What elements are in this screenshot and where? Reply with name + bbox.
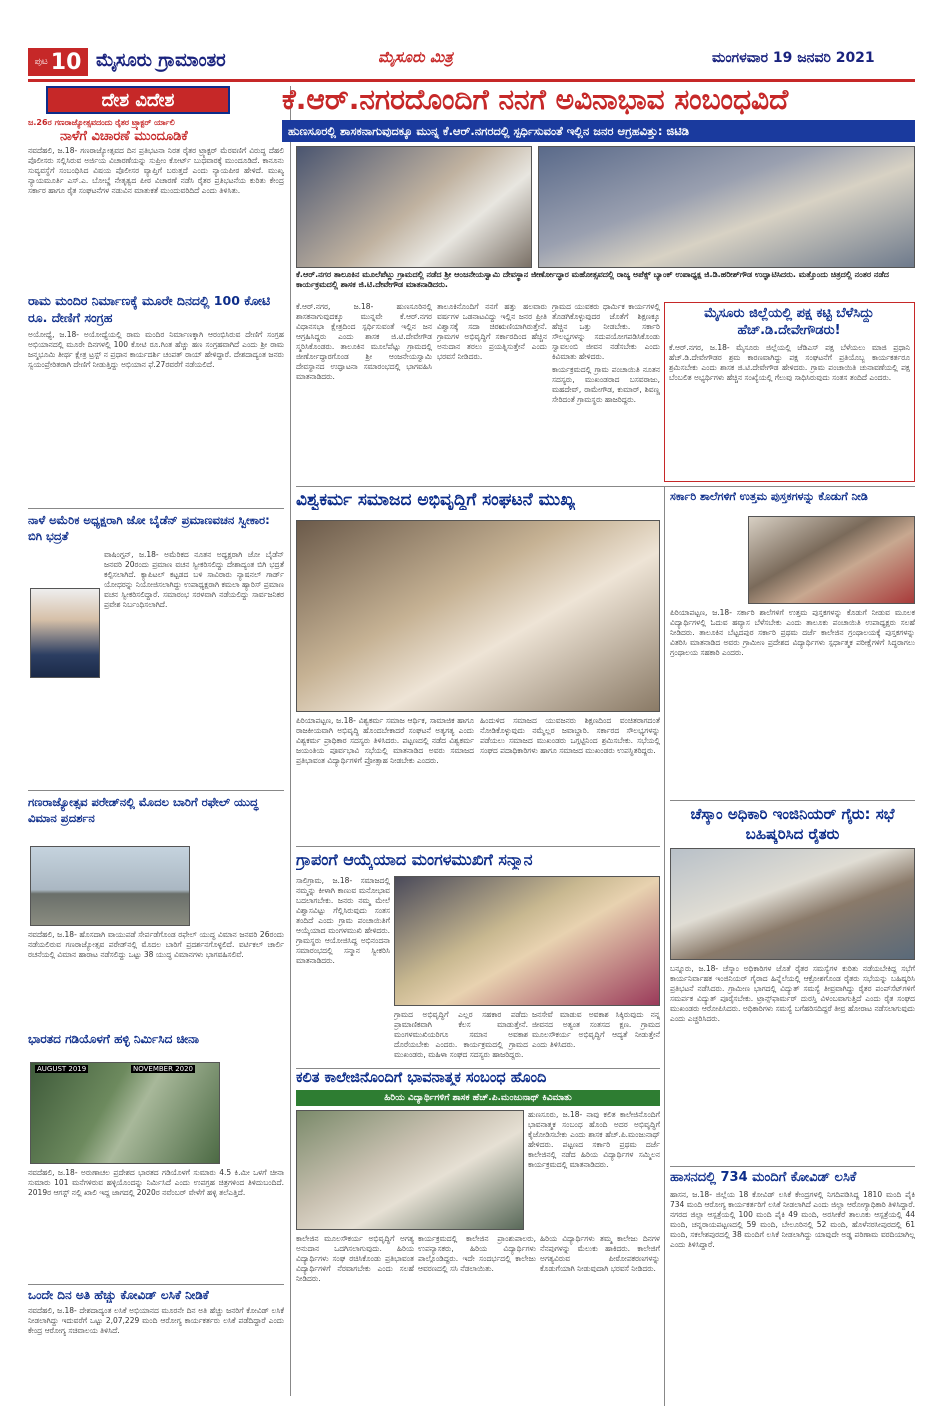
column-divider — [290, 86, 291, 1396]
lead-col-1-text: ಕೆ.ಆರ್.ನಗರ, ಜ.18- ಹುಣಸೂರಿನಲ್ಲಿ ಶಾಸಕನಾಗುವುದಕ್ಕೂ ಮುನ್ನವೇ ಕೆ.ಆರ್.ನಗರ ವಿಧಾನಸಭಾ ಕ್ಷೇತ್ರದಿಂದ ಸ್ಪರ್ಧಿಸುವಂತೆ ಇಲ್ಲಿನ ಜನ ಆಗ್ರಹಿಸಿದ್ದರು ಎಂದು ಶಾಸಕ ಜಿ.ಟಿ.ದೇವೇಗೌಡ ಸ್ಮರಿಸಿಕೊಂಡರು. ತಾಲೂಕಿನ ಮೂಲೆಪೆಟ್ಲು ಗ್ರಾಮದಲ್ಲಿ ಜೀರ್ಣೋದ್ಧಾರಗೊಂಡ ಶ್ರೀ ಆಂಜನೇಯಸ್ವಾಮಿ ದೇವಸ್ಥಾನದ ಉದ್ಘಾಟನಾ ಸಮಾರಂಭದಲ್ಲಿ ಭಾಗವಹಿಸಿ ಮಾತನಾಡಿದರು. — [296, 302, 432, 381]
lead-col-3 — [552, 302, 660, 482]
lead-photo-speech — [538, 146, 915, 268]
chescom-headline: ಚೆಸ್ಕಾಂ ಅಧಿಕಾರಿ ಇಂಜಿನಿಯರ್ ಗೈರು: ಸಭೆ ಬಹಿಷ್ಕರಿಸಿದ ರೈತರು — [690, 805, 895, 843]
books-headline: ಸರ್ಕಾರಿ ಶಾಲೆಗಳಿಗೆ ಉತ್ತಮ ಪುಸ್ತಕಗಳನ್ನು ಕೊಡುಗೆ ನೀಡಿ — [670, 490, 868, 503]
devegowda-box — [664, 302, 915, 482]
college-col-1 — [528, 1110, 660, 1230]
dateline: ಮಂಗಳವಾರ 19 ಜನವರಿ 2021 — [712, 50, 875, 66]
college-col-3-text: ಕಾರ್ಯಕ್ರಮದಲ್ಲಿ ಕಾಲೇಜಿನ ಪ್ರಾಂಶುಪಾಲರು, ಉಪನ್ಯಾಸಕರು, ಹಿರಿಯ ವಿದ್ಯಾರ್ಥಿಗಳು ಪಾಲ್ಗೊಂಡಿದ್ದರು. ಇದೇ ಸಂದರ್ಭದಲ್ಲಿ ಕಾಲೇಜು ಆವರಣದಲ್ಲಿ ಸಸಿ ನೆಡಲಾಯಿತು. — [418, 1234, 536, 1273]
panchayat-col-3-text: ಜನಸೇವೆ ಮಾಡುವ ಅವಕಾಶ ಸಿಕ್ಕಿರುವುದು ನನ್ನ ಜೀವನದ ಅತ್ಯಂತ ಸಂತಸದ ಕ್ಷಣ. ಗ್ರಾಮದ ಮೂಲಸೌಕರ್ಯ ಅಭಿವೃದ್ಧಿಗೆ ಆದ್ಯತೆ ನೀಡುತ್ತೇನೆ ಎಂದು ತಿಳಿಸಿದರು. — [532, 1010, 660, 1049]
article-ram-mandir-body: ಅಯೋಧ್ಯೆ, ಜ.18- ಅಯೋಧ್ಯೆಯಲ್ಲಿ ರಾಮ ಮಂದಿರ ನಿರ್ಮಾಣಕ್ಕಾಗಿ ಆರಂಭಿಸಿರುವ ದೇಣಿಗೆ ಸಂಗ್ರಹ ಅಭಿಯಾನದಲ್ಲಿ ಮೂರೇ ದಿನಗಳಲ್ಲಿ 100 ಕೋಟಿ ರೂ.ಗಿಂತ ಹೆಚ್ಚು ಹಣ ಸಂಗ್ರಹವಾಗಿದೆ ಎಂದು ಶ್ರೀ ರಾಮ ಜನ್ಮಭೂಮಿ ತೀರ್ಥ ಕ್ಷೇತ್ರ ಟ್ರಸ್ಟ್ ನ ಪ್ರಧಾನ ಕಾರ್ಯದರ್ಶಿ ಚಂಪತ್ ರಾಯ್ ಹೇಳಿದ್ದಾರೆ. ದೇಶದಾದ್ಯಂತ ಜನರು ಸ್ವಯಂಪ್ರೇರಿತರಾಗಿ ದೇಣಿಗೆ ನೀಡುತ್ತಿದ್ದು ಅಭಿಯಾನ ಫೆ.27ರವರೆಗೆ ನಡೆಯಲಿದೆ. — [28, 330, 284, 369]
lead-col-2 — [437, 302, 547, 482]
biden-photo — [30, 588, 100, 678]
divider — [296, 1068, 660, 1069]
panchayat-col-3 — [532, 1010, 660, 1066]
lead-col-3-text: ಗ್ರಾಮದ ಯುವಕರು ಧಾರ್ಮಿಕ ಕಾರ್ಯಗಳಲ್ಲಿ ತೊಡಗಿಕೊಳ್ಳುವುದರ ಜೊತೆಗೆ ಶಿಕ್ಷಣಕ್ಕೂ ಹೆಚ್ಚಿನ ಒತ್ತು ನೀಡಬೇಕು. ಸರ್ಕಾರಿ ಸೌಲಭ್ಯಗಳನ್ನು ಸದುಪಯೋಗಪಡಿಸಿಕೊಂಡು ಸ್ವಾವಲಂಬಿ ಜೀವನ ನಡೆಸಬೇಕು ಎಂದು ಕಿವಿಮಾತು ಹೇಳಿದರು. — [552, 302, 660, 361]
panchayat-col-2-text: ಗ್ರಾಮದ ಅಭಿವೃದ್ಧಿಗೆ ಎಲ್ಲರ ಸಹಕಾರ ಪಡೆದು ಪ್ರಾಮಾಣಿಕವಾಗಿ ಕೆಲಸ ಮಾಡುತ್ತೇನೆ. ಮಂಗಳಮುಖಿಯರಿಗೂ ಸಮಾನ ಅವಕಾಶ ದೊರೆಯಬೇಕು ಎಂದರು. ಕಾರ್ಯಕ್ರಮದಲ್ಲಿ ಗ್ರಾಮದ ಮುಖಂಡರು, ಮಹಿಳಾ ಸಂಘದ ಸದಸ್ಯರು ಹಾಜರಿದ್ದರು. — [394, 1010, 528, 1059]
article-farmers-body: ನವದೆಹಲಿ, ಜ.18- ಗಣರಾಜ್ಯೋತ್ಸವದ ದಿನ ಪ್ರತಿಭಟನಾ ನಿರತ ರೈತರ ಟ್ರ್ಯಾಕ್ಟರ್ ಮೆರವಣಿಗೆ ವಿರುದ್ಧ ದೆಹಲಿ ಪೊಲೀಸರು ಸಲ್ಲಿಸಿರುವ ಅರ್ಜಿಯ ವಿಚಾರಣೆಯನ್ನು ಸುಪ್ರೀಂ ಕೋರ್ಟ್ ಬುಧವಾರಕ್ಕೆ ಮುಂದೂಡಿದೆ. ಕಾನೂನು ಸುವ್ಯವಸ್ಥೆಗೆ ಸಂಬಂಧಿಸಿದ ವಿಷಯ ಪೊಲೀಸರ ವ್ಯಾಪ್ತಿಗೆ ಬರುತ್ತದೆ ಎಂದು ನ್ಯಾಯಪೀಠ ಹೇಳಿದೆ. ಮುಖ್ಯ ನ್ಯಾಯಮೂರ್ತಿ ಎಸ್.ಎ. ಬೋಬ್ಡೆ ನೇತೃತ್ವದ ಪೀಠ ವಿಚಾರಣೆ ನಡೆಸಿ ರೈತರ ಪ್ರತಿಭಟನೆಯ ಕುರಿತು ಕೇಂದ್ರ ಸರ್ಕಾರ ಹಾಗೂ ರೈತ ಸಂಘಟನೆಗಳ ನಡುವಿನ ಮಾತುಕತೆ ಮುಂದುವರಿದಿದೆ ಎಂದು ತಿಳಿಸಿತು. — [28, 146, 284, 195]
college-col-3 — [418, 1234, 536, 1394]
books-photo — [748, 516, 915, 604]
hassan-article-text: ಹಾಸನ, ಜ.18- ಜಿಲ್ಲೆಯ 18 ಕೋವಿಡ್ ಲಸಿಕೆ ಕೇಂದ್ರಗಳಲ್ಲಿ ನಿಗದಿಪಡಿಸಿದ್ದ 1810 ಮಂದಿ ಪೈಕಿ 734 ಮಂದಿ ಆರೋಗ್ಯ ಕಾರ್ಯಕರ್ತರಿಗೆ ಲಸಿಕೆ ನೀಡಲಾಗಿದೆ ಎಂದು ಜಿಲ್ಲಾ ಆರೋಗ್ಯಾಧಿಕಾರಿ ತಿಳಿಸಿದ್ದಾರೆ. ನಗರದ ಜಿಲ್ಲಾ ಆಸ್ಪತ್ರೆಯಲ್ಲಿ 100 ಮಂದಿ ಪೈಕಿ 49 ಮಂದಿ, ಅರಸೀಕೆರೆ ತಾಲೂಕು ಆಸ್ಪತ್ರೆಯಲ್ಲಿ 44 ಮಂದಿ, ಚನ್ನರಾಯಪಟ್ಟಣದಲ್ಲಿ 59 ಮಂದಿ, ಬೇಲೂರಿನಲ್ಲಿ 52 ಮಂದಿ, ಹೊಳೆನರಸೀಪುರದಲ್ಲಿ 61 ಮಂದಿ, ಸಕಲೇಶಪುರದಲ್ಲಿ 38 ಮಂದಿಗೆ ಲಸಿಕೆ ನೀಡಲಾಗಿದ್ದು ಯಾವುದೇ ಅಡ್ಡ ಪರಿಣಾಮ ವರದಿಯಾಗಿಲ್ಲ ಎಂದು ತಿಳಿಸಿದ್ದಾರೆ. — [670, 1190, 915, 1249]
hassan-article — [670, 1190, 915, 1394]
vishwakarma-col-1 — [296, 716, 474, 842]
article-vaccine-record — [28, 1306, 284, 1394]
college-photo — [296, 1110, 524, 1230]
panchayat-col-2 — [394, 1010, 528, 1066]
devegowda-body-text: ಕೆ.ಆರ್.ನಗರ, ಜ.18- ಮೈಸೂರು ಜಿಲ್ಲೆಯಲ್ಲಿ ಜೆಡಿಎಸ್ ಪಕ್ಷ ಬೆಳೆಯಲು ಮಾಜಿ ಪ್ರಧಾನಿ ಹೆಚ್.ಡಿ.ದೇವೇಗೌಡರ ಶ್ರಮ ಕಾರಣವಾಗಿದ್ದು ಪಕ್ಷ ಸಂಘಟನೆಗೆ ಪ್ರತಿಯೊಬ್ಬ ಕಾರ್ಯಕರ್ತರೂ ಶ್ರಮಿಸಬೇಕು ಎಂದು ಶಾಸಕ ಜಿ.ಟಿ.ದೇವೇಗೌಡ ಹೇಳಿದರು. ಗ್ರಾಮ ಪಂಚಾಯಿತಿ ಚುನಾವಣೆಯಲ್ಲಿ ಪಕ್ಷ ಬೆಂಬಲಿತ ಅಭ್ಯರ್ಥಿಗಳು ಹೆಚ್ಚಿನ ಸಂಖ್ಯೆಯಲ್ಲಿ ಗೆಲುವು ಸಾಧಿಸಿರುವುದು ಸಂತಸ ತಂದಿದೆ ಎಂದರು. — [669, 343, 910, 382]
vishwakarma-photo — [296, 520, 660, 712]
lead-col-3b-text: ಕಾರ್ಯಕ್ರಮದಲ್ಲಿ ಗ್ರಾಮ ಪಂಚಾಯಿತಿ ನೂತನ ಸದಸ್ಯರು, ಮುಖಂಡರಾದ ಬಸವರಾಜು, ಮಹದೇವ್, ರಾಮೇಗೌಡ, ಕುಮಾರ್, ಶಿವಣ್ಣ ಸೇರಿದಂತೆ ಗ್ರಾಮಸ್ಥರು ಹಾಜರಿದ್ದರು. — [552, 365, 660, 404]
article-rafale — [28, 930, 284, 1030]
rafale-photo — [30, 846, 190, 926]
headline-ram-mandir: ರಾಮ ಮಂದಿರ ನಿರ್ಮಾಣಕ್ಕೆ ಮೂರೇ ದಿನದಲ್ಲಿ 100 ಕೋಟಿ ರೂ. ದೇಣಿಗೆ ಸಂಗ್ರಹ — [28, 293, 271, 325]
column-divider — [664, 486, 665, 1406]
divider — [28, 790, 284, 791]
panchayat-col-1-text: ಸಾಲಿಗ್ರಾಮ, ಜ.18- ಸಮಾಜದಲ್ಲಿ ನಮ್ಮನ್ನು ಕೀಳಾಗಿ ಕಾಣುವ ಮನೋಭಾವ ಬದಲಾಗಬೇಕು. ಜನರು ನಮ್ಮ ಮೇಲೆ ವಿಶ್ವಾಸವಿಟ್ಟು ಗೆಲ್ಲಿಸಿರುವುದು ಸಂತಸ ತಂದಿದೆ ಎಂದು ಗ್ರಾಮ ಪಂಚಾಯಿತಿಗೆ ಆಯ್ಕೆಯಾದ ಮಂಗಳಮುಖಿ ಹೇಳಿದರು. ಗ್ರಾಮಸ್ಥರು ಆಯೋಜಿಸಿದ್ದ ಅಭಿನಂದನಾ ಸಮಾರಂಭದಲ್ಲಿ ಸನ್ಮಾನ ಸ್ವೀಕರಿಸಿ ಮಾತನಾಡಿದರು. — [296, 876, 390, 965]
headline-rafale: ಗಣರಾಜ್ಯೋತ್ಸವ ಪರೇಡ್‌ನಲ್ಲಿ ಮೊದಲ ಬಾರಿಗೆ ರಫೇಲ್ ಯುದ್ಧ ವಿಮಾನ ಪ್ರದರ್ಶನ — [28, 795, 259, 825]
lead-photo-ribbon-cutting — [296, 146, 532, 268]
panchayat-photo — [394, 876, 660, 1006]
devegowda-headline: ಮೈಸೂರು ಜಿಲ್ಲೆಯಲ್ಲಿ ಪಕ್ಷ ಕಟ್ಟಿ ಬೆಳೆಸಿದ್ದು ಹೆಚ್.ಡಿ.ದೇವೇಗೌಡರು! — [704, 306, 874, 338]
masthead-rule — [28, 79, 915, 82]
panchayat-col-1 — [296, 876, 390, 1066]
lead-caption: ಕೆ.ಆರ್.ನಗರ ತಾಲೂಕಿನ ಮೂಲೆಪೆಟ್ಲು ಗ್ರಾಮದಲ್ಲಿ ನಡೆದ ಶ್ರೀ ಆಂಜನೇಯಸ್ವಾಮಿ ದೇವಸ್ಥಾನ ಜೀರ್ಣೋದ್ಧಾರ ಮಹೋತ್ಸವದಲ್ಲಿ ರಾಜ್ಯ ಅಪೆಕ್ಸ್ ಬ್ಯಾಂಕ್ ಉಪಾಧ್ಯಕ್ಷ ಜಿ.ಡಿ.ಹರೀಶ್‌ಗೌಡ ಉದ್ಘಾಟಿಸಿದರು. ಮತ್ತೊಂದು ಚಿತ್ರದಲ್ಲಿ ನಂತರ ನಡೆದ ಕಾರ್ಯಕ್ರಮದಲ್ಲಿ ಶಾಸಕ ಜಿ.ಟಿ.ದೇವೇಗೌಡ ಮಾತನಾಡಿದರು. — [296, 270, 889, 289]
books-article — [670, 608, 915, 798]
kicker-1: ಜ.26ರ ಗಣರಾಜ್ಯೋತ್ಸವದಂದು ರೈತರ ಟ್ರ್ಯಾಕ್ಟರ್ ರ್ಯಾಲಿ — [28, 118, 175, 127]
page-number: 10 — [50, 49, 82, 75]
article-china — [28, 1168, 284, 1280]
page-number-box — [28, 48, 88, 76]
page-label: ಪುಟ — [34, 57, 48, 67]
vishwakarma-col-2 — [480, 716, 660, 842]
vishwakarma-col-2-text: ಹಿಂದುಳಿದ ಸಮಾಜದ ಯುವಜನರು ಶಿಕ್ಷಣದಿಂದ ವಂಚಿತರಾಗದಂತೆ ನೋಡಿಕೊಳ್ಳುವುದು ನಮ್ಮೆಲ್ಲರ ಜವಾಬ್ದಾರಿ. ಸರ್ಕಾರದ ಸೌಲಭ್ಯಗಳನ್ನು ಪಡೆಯಲು ಸಮಾಜದ ಮುಖಂಡರು ಒಗ್ಗಟ್ಟಿನಿಂದ ಶ್ರಮಿಸಬೇಕು. ಸಭೆಯಲ್ಲಿ ಸಂಘದ ಪದಾಧಿಕಾರಿಗಳು ಹಾಗೂ ಸಮಾಜದ ಮುಖಂಡರು ಉಪಸ್ಥಿತರಿದ್ದರು. — [480, 716, 660, 755]
article-ram-mandir — [28, 330, 284, 506]
divider — [28, 1284, 284, 1285]
chescom-article — [670, 964, 915, 1164]
headline-biden: ನಾಳೆ ಅಮೆರಿಕ ಅಧ್ಯಕ್ಷರಾಗಿ ಜೋ ಬೈಡೆನ್ ಪ್ರಮಾಣವಚನ ಸ್ವೀಕಾರ: ಬಿಗಿ ಭದ್ರತೆ — [28, 513, 270, 543]
headline-vaccine-record: ಒಂದೇ ದಿನ ಅತಿ ಹೆಚ್ಚು ಕೋವಿಡ್ ಲಸಿಕೆ ನೀಡಿಕೆ — [28, 1288, 209, 1302]
article-farmers — [28, 146, 284, 290]
lead-subheadline: ಹುಣಸೂರಲ್ಲಿ ಶಾಸಕನಾಗುವುದಕ್ಕೂ ಮುನ್ನ ಕೆ.ಆರ್.ನಗರದಲ್ಲಿ ಸ್ಪರ್ಧಿಸುವಂತೆ ಇಲ್ಲಿನ ಜನರ ಆಗ್ರಹವಿತ್ತು: ಜಿಟಿಡಿ — [282, 120, 915, 142]
college-col-1-text: ಹುಣಸೂರು, ಜ.18- ನಾವು ಕಲಿತ ಕಾಲೇಜಿನೊಂದಿಗೆ ಭಾವನಾತ್ಮಕ ಸಂಬಂಧ ಹೊಂದಿ ಅದರ ಅಭಿವೃದ್ಧಿಗೆ ಕೈಜೋಡಿಸಬೇಕು ಎಂದು ಶಾಸಕ ಹೆಚ್.ಪಿ.ಮಂಜುನಾಥ್ ಹೇಳಿದರು. ಪಟ್ಟಣದ ಸರ್ಕಾರಿ ಪ್ರಥಮ ದರ್ಜೆ ಕಾಲೇಜಿನಲ್ಲಿ ನಡೆದ ಹಿರಿಯ ವಿದ್ಯಾರ್ಥಿಗಳ ಸಮ್ಮಿಲನ ಕಾರ್ಯಕ್ರಮದಲ್ಲಿ ಮಾತನಾಡಿದರು. — [528, 1110, 660, 1169]
divider — [296, 486, 915, 487]
headline-china: ಭಾರತದ ಗಡಿಯೊಳಗೆ ಹಳ್ಳಿ ನಿರ್ಮಿಸಿದ ಚೀನಾ — [28, 1032, 199, 1046]
books-article-text: ಪಿರಿಯಾಪಟ್ಟಣ, ಜ.18- ಸರ್ಕಾರಿ ಶಾಲೆಗಳಿಗೆ ಉತ್ತಮ ಪುಸ್ತಕಗಳನ್ನು ಕೊಡುಗೆ ನೀಡುವ ಮೂಲಕ ವಿದ್ಯಾರ್ಥಿಗಳಲ್ಲಿ ಓದುವ ಹವ್ಯಾಸ ಬೆಳೆಸಬೇಕು ಎಂದು ತಾಲೂಕು ಪಂಚಾಯಿತಿ ಉಪಾಧ್ಯಕ್ಷರು ಸಲಹೆ ನೀಡಿದರು. ತಾಲೂಕಿನ ಬೆಟ್ಟದಪುರ ಸರ್ಕಾರಿ ಪ್ರಥಮ ದರ್ಜೆ ಕಾಲೇಜಿನ ಗ್ರಂಥಾಲಯಕ್ಕೆ ಪುಸ್ತಕಗಳನ್ನು ವಿತರಿಸಿ ಮಾತನಾಡಿದ ಅವರು ಗ್ರಾಮೀಣ ಪ್ರದೇಶದ ವಿದ್ಯಾರ್ಥಿಗಳು ಸ್ಪರ್ಧಾತ್ಮಕ ಪರೀಕ್ಷೆಗಳಿಗೆ ಸಿದ್ಧರಾಗಲು ಗ್ರಂಥಾಲಯ ಸಹಕಾರಿ ಎಂದರು. — [670, 608, 915, 657]
chescom-photo — [670, 848, 915, 960]
paper-logo: ಮೈಸೂರು ಮಿತ್ರ — [378, 48, 453, 66]
divider — [296, 846, 660, 847]
divider — [670, 800, 915, 801]
college-col-2 — [296, 1234, 414, 1394]
satellite-photo — [30, 1062, 220, 1164]
headline-farmers: ನಾಳೆಗೆ ವಿಚಾರಣೆ ಮುಂದೂಡಿಕೆ — [60, 129, 188, 144]
divider — [670, 1166, 915, 1167]
lead-col-2-text: ತಾಲೂಕಿನೊಂದಿಗೆ ನನಗೆ ಹತ್ತು ಹಲವಾರು ವರ್ಷಗಳ ಒಡನಾಟವಿದ್ದು ಇಲ್ಲಿನ ಜನರ ಪ್ರೀತಿ ವಿಶ್ವಾಸಕ್ಕೆ ಸದಾ ಚಿರಋಣಿಯಾಗಿರುತ್ತೇನೆ. ಗ್ರಾಮಗಳ ಅಭಿವೃದ್ಧಿಗೆ ಸರ್ಕಾರದಿಂದ ಹೆಚ್ಚಿನ ಅನುದಾನ ತರಲು ಪ್ರಯತ್ನಿಸುತ್ತೇನೆ ಎಂದು ಭರವಸೆ ನೀಡಿದರು. — [437, 302, 547, 361]
article-rafale-body: ನವದೆಹಲಿ, ಜ.18- ಹೊಸದಾಗಿ ವಾಯುಪಡೆ ಸೇರ್ಪಡೆಗೊಂಡ ರಫೇಲ್ ಯುದ್ಧ ವಿಮಾನ ಜನವರಿ 26ರಂದು ನಡೆಯಲಿರುವ ಗಣರಾಜ್ಯೋತ್ಸವ ಪರೇಡ್‌ನಲ್ಲಿ ಮೊದಲ ಬಾರಿಗೆ ಪ್ರದರ್ಶನಗೊಳ್ಳಲಿದೆ. ವರ್ಟಿಕಲ್ ಚಾರ್ಲಿ ರಚನೆಯಲ್ಲಿ ವಿಮಾನ ಹಾರಾಟ ನಡೆಸಲಿದ್ದು ಒಟ್ಟು 38 ಯುದ್ಧ ವಿಮಾನಗಳು ಭಾಗವಹಿಸಲಿವೆ. — [28, 930, 284, 959]
lead-headline: ಕೆ.ಆರ್.ನಗರದೊಂದಿಗೆ ನನಗೆ ಅವಿನಾಭಾವ ಸಂಬಂಧವಿದೆ — [282, 83, 789, 116]
article-rafale-side — [194, 846, 284, 926]
article-biden-body: ವಾಷಿಂಗ್ಟನ್, ಜ.18- ಅಮೆರಿಕದ ನೂತನ ಅಧ್ಯಕ್ಷರಾಗಿ ಜೋ ಬೈಡೆನ್ ಜನವರಿ 20ರಂದು ಪ್ರಮಾಣ ವಚನ ಸ್ವೀಕರಿಸಲಿದ್ದು ದೇಶಾದ್ಯಂತ ಬಿಗಿ ಭದ್ರತೆ ಕಲ್ಪಿಸಲಾಗಿದೆ. ಕ್ಯಾಪಿಟಲ್ ಕಟ್ಟಡದ ಬಳಿ ಸಾವಿರಾರು ನ್ಯಾಷನಲ್ ಗಾರ್ಡ್ ಯೋಧರನ್ನು ನಿಯೋಜಿಸಲಾಗಿದ್ದು ಉಪಾಧ್ಯಕ್ಷರಾಗಿ ಕಮಲಾ ಹ್ಯಾರಿಸ್ ಪ್ರಮಾಣ ವಚನ ಸ್ವೀಕರಿಸಲಿದ್ದಾರೆ. ಸಮಾರಂಭ ಸರಳವಾಗಿ ನಡೆಯಲಿದ್ದು ಸಾರ್ವಜನಿಕರ ಪ್ರವೇಶ ನಿರ್ಬಂಧಿಸಲಾಗಿದೆ. — [104, 550, 284, 609]
vishwakarma-headline: ವಿಶ್ವಕರ್ಮ ಸಮಾಜದ ಅಭಿವೃದ್ಧಿಗೆ ಸಂಘಟನೆ ಮುಖ್ಯ — [296, 490, 575, 510]
vishwakarma-col-1-text: ಪಿರಿಯಾಪಟ್ಟಣ, ಜ.18- ವಿಶ್ವಕರ್ಮ ಸಮಾಜ ಆರ್ಥಿಕ, ಸಾಮಾಜಿಕ ಹಾಗೂ ರಾಜಕೀಯವಾಗಿ ಅಭಿವೃದ್ಧಿ ಹೊಂದಬೇಕಾದರೆ ಸಂಘಟನೆ ಅತ್ಯಗತ್ಯ ಎಂದು ವಿಶ್ವಕರ್ಮ ಪ್ರಾಧಿಕಾರ ಸದಸ್ಯರು ತಿಳಿಸಿದರು. ಪಟ್ಟಣದಲ್ಲಿ ನಡೆದ ವಿಶ್ವಕರ್ಮ ಜಯಂತಿಯ ಪೂರ್ವಭಾವಿ ಸಭೆಯಲ್ಲಿ ಮಾತನಾಡಿದ ಅವರು ಸಮಾಜದ ಪ್ರತಿಭಾವಂತ ವಿದ್ಯಾರ್ಥಿಗಳಿಗೆ ಪ್ರೋತ್ಸಾಹ ನೀಡಬೇಕು ಎಂದರು. — [296, 716, 474, 765]
section-name: ಮೈಸೂರು ಗ್ರಾಮಾಂತರ — [96, 50, 226, 71]
hassan-headline: ಹಾಸನದಲ್ಲಿ 734 ಮಂದಿಗೆ ಕೋವಿಡ್ ಲಸಿಕೆ — [670, 1170, 857, 1185]
divider — [28, 508, 284, 509]
satellite-label-aug: AUGUST 2019 — [37, 1065, 87, 1073]
lead-col-1 — [296, 302, 432, 482]
college-col-4 — [540, 1234, 660, 1394]
college-col-4-text: ಹಿರಿಯ ವಿದ್ಯಾರ್ಥಿಗಳು ತಮ್ಮ ಕಾಲೇಜು ದಿನಗಳ ನೆನಪುಗಳನ್ನು ಮೆಲುಕು ಹಾಕಿದರು. ಕಾಲೇಜಿಗೆ ಅಗತ್ಯವಿರುವ ಪೀಠೋಪಕರಣಗಳನ್ನು ಕೊಡುಗೆಯಾಗಿ ನೀಡುವುದಾಗಿ ಭರವಸೆ ನೀಡಿದರು. — [540, 1234, 660, 1273]
article-biden — [104, 550, 284, 684]
chescom-article-text: ಬನ್ನೂರು, ಜ.18- ಚೆಸ್ಕಾಂ ಅಧಿಕಾರಿಗಳ ಜೊತೆ ರೈತರ ಸಮಸ್ಯೆಗಳ ಕುರಿತು ನಡೆಯಬೇಕಿದ್ದ ಸಭೆಗೆ ಕಾರ್ಯನಿರ್ವಾಹಕ ಇಂಜಿನಿಯರ್ ಗೈರಾದ ಹಿನ್ನೆಲೆಯಲ್ಲಿ ಆಕ್ರೋಶಗೊಂಡ ರೈತರು ಸಭೆಯನ್ನು ಬಹಿಷ್ಕರಿಸಿ ಪ್ರತಿಭಟನೆ ನಡೆಸಿದರು. ಗ್ರಾಮೀಣ ಭಾಗದಲ್ಲಿ ವಿದ್ಯುತ್ ಸಮಸ್ಯೆ ತೀವ್ರವಾಗಿದ್ದು ರೈತರ ಪಂಪ್‌ಸೆಟ್‌ಗಳಿಗೆ ಸಮರ್ಪಕ ವಿದ್ಯುತ್ ಪೂರೈಸಬೇಕು. ಟ್ರಾನ್ಸ್‌ಫಾರ್ಮರ್ ದುರಸ್ತಿ ವಿಳಂಬವಾಗುತ್ತಿದೆ ಎಂದು ರೈತ ಸಂಘದ ಮುಖಂಡರು ಆರೋಪಿಸಿದರು. ಅಧಿಕಾರಿಗಳು ಸಮಸ್ಯೆ ಬಗೆಹರಿಸದಿದ್ದರೆ ತೀವ್ರ ಹೋರಾಟ ನಡೆಸಲಾಗುವುದು ಎಂದು ಎಚ್ಚರಿಸಿದರು. — [670, 964, 915, 1023]
article-vaccine-record-body: ನವದೆಹಲಿ, ಜ.18- ದೇಶದಾದ್ಯಂತ ಲಸಿಕೆ ಅಭಿಯಾನದ ಮೂರನೇ ದಿನ ಅತಿ ಹೆಚ್ಚು ಜನರಿಗೆ ಕೋವಿಡ್ ಲಸಿಕೆ ನೀಡಲಾಗಿದ್ದು ಇದುವರೆಗೆ ಒಟ್ಟು 2,07,229 ಮಂದಿ ಆರೋಗ್ಯ ಕಾರ್ಯಕರ್ತರು ಲಸಿಕೆ ಪಡೆದಿದ್ದಾರೆ ಎಂದು ಕೇಂದ್ರ ಆರೋಗ್ಯ ಸಚಿವಾಲಯ ತಿಳಿಸಿದೆ. — [28, 1306, 284, 1335]
section-badge: ದೇಶ ವಿದೇಶ — [46, 86, 230, 114]
article-china-body: ನವದೆಹಲಿ, ಜ.18- ಅರುಣಾಚಲ ಪ್ರದೇಶದ ಭಾರತದ ಗಡಿಯೊಳಗೆ ಸುಮಾರು 4.5 ಕಿ.ಮೀ ಒಳಗೆ ಚೀನಾ ಸುಮಾರು 101 ಮನೆಗಳಿರುವ ಹಳ್ಳಿಯೊಂದನ್ನು ನಿರ್ಮಿಸಿದೆ ಎಂದು ಉಪಗ್ರಹ ಚಿತ್ರಗಳಿಂದ ತಿಳಿದುಬಂದಿದೆ. 2019ರ ಆಗಸ್ಟ್ ನಲ್ಲಿ ಖಾಲಿ ಇದ್ದ ಜಾಗದಲ್ಲಿ 2020ರ ನವೆಂಬರ್ ವೇಳೆಗೆ ಹಳ್ಳಿ ತಲೆಎತ್ತಿದೆ. — [28, 1168, 284, 1197]
college-headline: ಕಲಿತ ಕಾಲೇಜಿನೊಂದಿಗೆ ಭಾವನಾತ್ಮಕ ಸಂಬಂಧ ಹೊಂದಿ — [296, 1070, 547, 1086]
panchayat-headline: ಗ್ರಾಪಂಗೆ ಆಯ್ಕೆಯಾದ ಮಂಗಳಮುಖಿಗೆ ಸನ್ಮಾನ — [296, 850, 533, 869]
devegowda-body — [669, 343, 910, 477]
college-subheadline: ಹಿರಿಯ ವಿದ್ಯಾರ್ಥಿಗಳಿಗೆ ಶಾಸಕ ಹೆಚ್.ಪಿ.ಮಂಜುನಾಥ್ ಕಿವಿಮಾತು — [296, 1090, 660, 1106]
college-col-2-text: ಕಾಲೇಜಿನ ಮೂಲಸೌಕರ್ಯ ಅಭಿವೃದ್ಧಿಗೆ ಅಗತ್ಯ ಅನುದಾನ ಒದಗಿಸಲಾಗುವುದು. ಹಿರಿಯ ವಿದ್ಯಾರ್ಥಿಗಳು ಸಂಘ ರಚಿಸಿಕೊಂಡು ಪ್ರತಿಭಾವಂತ ವಿದ್ಯಾರ್ಥಿಗಳಿಗೆ ನೆರವಾಗಬೇಕು ಎಂದು ಸಲಹೆ ನೀಡಿದರು. — [296, 1234, 414, 1283]
satellite-label-nov: NOVEMBER 2020 — [133, 1065, 194, 1073]
books-side — [670, 506, 744, 606]
